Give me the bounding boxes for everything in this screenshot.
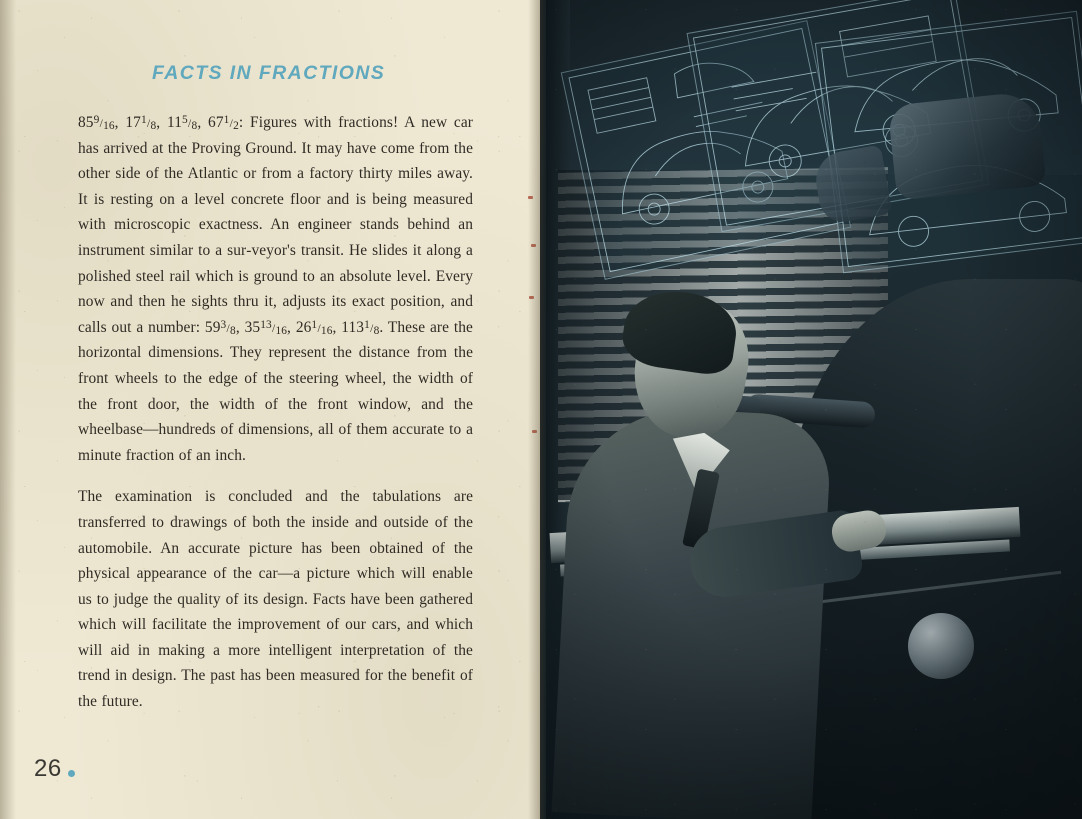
- page-edge-shadow: [0, 0, 16, 819]
- page-number: 26: [34, 755, 62, 782]
- gutter-mark: [528, 196, 533, 199]
- paragraph-2: The examination is concluded and the tabulations are transferred to drawings of both the inside and outside of the automobile. An accurate picture has been obtained of the physical appearance of the car—a picture which will enable us to judge the quality of its design. Facts have been gathered which will facilitate the improvement of our cars, and which will aid in making a more intelligent interpretation of the trend in design. The past has been measured for the benefit of the future.: [78, 488, 473, 711]
- left-text-page: [0, 0, 540, 819]
- paragraph-1: 859/16, 171/8, 115/8, 671/2: Figures with fractions! A new car has arrived at the Proving Ground. It may have come from the other side of the Atlantic or from a factory thirty miles away. It is resting on a level concrete floor and is being measured with microscopic exactness. An engineer stands behind an instrument similar to a sur‑veyor's transit. He slides it along a polished steel rail which is ground to an absolute level. Every now and then he sights thru it, adjusts its exact position, and calls out a number: 593/8, 3513/16, 261/16, 1131/8. These are the horizontal dimensions. They represent the distance from the front wheels to the edge of the steering wheel, the width of the front door, the width of the front window, and the wheelbase—hundreds of dimensions, all of them accurate to a minute fraction of an inch.: [78, 113, 474, 464]
- page-title: FACTS IN FRACTIONS: [152, 62, 386, 84]
- body-text-column: [78, 110, 473, 715]
- automobile-rear-window: [887, 90, 1046, 200]
- folio-dot-ornament: [68, 770, 75, 777]
- photograph: [540, 0, 1082, 819]
- gutter-mark: [531, 244, 536, 247]
- gutter-mark: [529, 296, 534, 299]
- gutter-mark: [532, 430, 537, 433]
- right-photo-page: [540, 0, 1082, 819]
- automobile-wheel-hub: [908, 613, 974, 679]
